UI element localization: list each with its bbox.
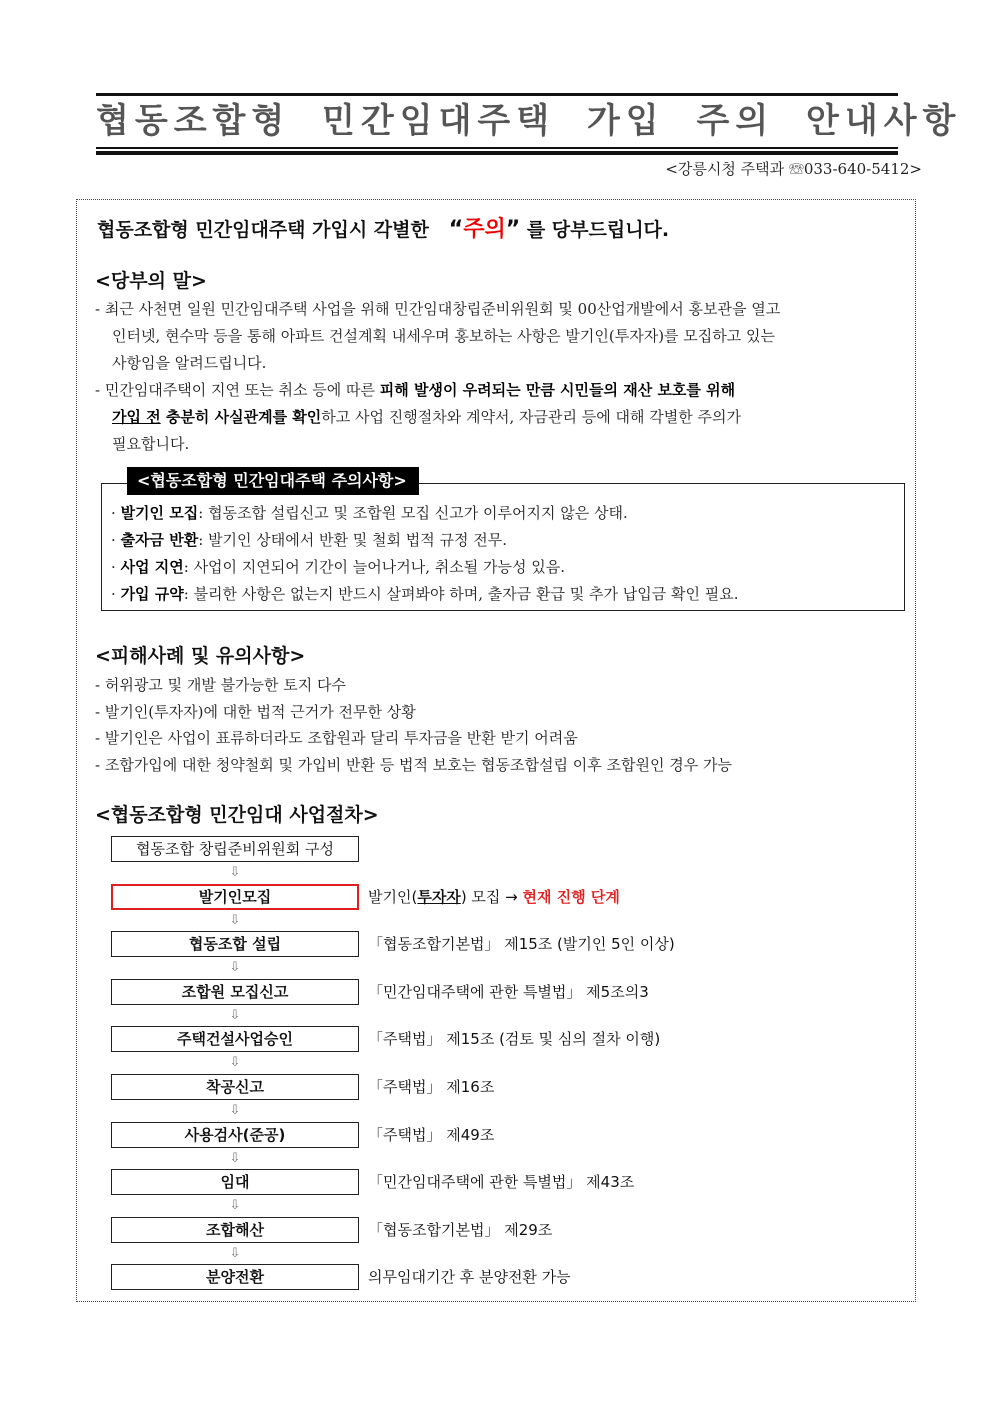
- damages-list: [95, 672, 732, 778]
- advice-item2-line1: [95, 377, 900, 404]
- advice-item1-line2: 인터넷, 현수막 등을 통해 아파트 건설계획 내세우며 홍보하는 사항은 발기인(투자자)를 모집하고 있는: [112, 327, 776, 345]
- procedure-step: [111, 1169, 635, 1195]
- advice-item2-bold2: 충분히 사실관계를 확인: [160, 408, 322, 426]
- step-note: 「협동조합기본법」 제29조: [368, 1220, 553, 1239]
- procedure-step: [111, 931, 675, 957]
- advice-item2-plain: - 민간임대주택이 지연 또는 취소 등에 따른: [95, 381, 380, 399]
- advice-item1-line1: - 최근 사천면 일원 민간임대주택 사업을 위해 민간임대창립준비위원회 및 00산업개발에서 홍보관을 열고: [95, 300, 781, 318]
- advice-paragraph: [95, 296, 900, 458]
- document-title: 협동조합형 민간임대주택 가입 주의 안내사항: [96, 101, 962, 141]
- title-bottom-rule-thin: [96, 147, 898, 149]
- caution-term: 발기인 모집: [120, 504, 199, 522]
- document-title-block: [96, 93, 962, 155]
- current-stage-label: 현재 진행 단계: [522, 887, 620, 906]
- step-box: 협동조합 창립준비위원회 구성: [111, 836, 359, 862]
- step-box: 주택건설사업승인: [111, 1026, 359, 1052]
- step-note: 「협동조합기본법」 제15조 (발기인 5인 이상): [368, 935, 675, 954]
- down-arrow-icon: ⇩: [229, 1245, 241, 1261]
- procedure-step: [111, 979, 649, 1005]
- procedure-step: [111, 1074, 495, 1100]
- procedure-step: [111, 1264, 571, 1290]
- lead-prefix: 협동조합형 민간임대주택 가입시 각별한: [97, 219, 429, 241]
- step-note: 「주택법」 제15조 (검토 및 심의 절차 이행): [368, 1030, 661, 1049]
- step-box: 임대: [111, 1169, 359, 1195]
- damages-heading: <피해사례 및 유의사항>: [95, 645, 306, 667]
- caution-desc: : 사업이 지연되어 기간이 늘어나거나, 취소될 가능성 있음.: [183, 558, 565, 576]
- contact-info: <강릉시청 주택과 ☏033-640-5412>: [665, 160, 922, 178]
- lead-highlight: 주의: [463, 217, 506, 242]
- advice-item1-line3: 사항임을 알려드립니다.: [112, 354, 267, 372]
- down-arrow-icon: ⇩: [229, 1007, 241, 1023]
- damages-item: - 발기인(투자자)에 대한 법적 근거가 전무한 상황: [95, 702, 416, 721]
- advice-item2-bold: 피해 발생이 우려되는 만큼 시민들의 재산 보호를 위해: [379, 381, 736, 399]
- step-box: 조합원 모집신고: [111, 979, 359, 1005]
- procedure-flow: [111, 836, 675, 1290]
- step-note: 「민간임대주택에 관한 특별법」 제43조: [368, 1173, 635, 1192]
- procedure-step: [111, 1026, 661, 1052]
- advice-heading: <당부의 말>: [95, 270, 207, 292]
- procedure-step: [111, 836, 359, 862]
- note-bold: 투자자: [417, 887, 461, 906]
- step-box: 조합해산: [111, 1217, 359, 1243]
- close-quote: ”: [505, 217, 521, 242]
- advice-item2-line2: [95, 404, 900, 431]
- caution-term: 가입 규약: [120, 585, 184, 603]
- down-arrow-icon: ⇩: [229, 1198, 241, 1214]
- lead-sentence: [97, 212, 669, 243]
- notice-body: [76, 199, 916, 1302]
- step-note: [368, 884, 620, 910]
- title-bottom-rule-thick: [96, 151, 898, 155]
- caution-list: [111, 500, 739, 608]
- procedure-step: [111, 1217, 553, 1243]
- caution-item: [111, 581, 739, 608]
- caution-term: 출자금 반환: [120, 531, 199, 549]
- lead-suffix: 를 당부드립니다.: [526, 219, 670, 241]
- caution-desc: : 발기인 상태에서 반환 및 철회 법적 규정 전무.: [198, 531, 508, 549]
- caution-item: [111, 527, 739, 554]
- down-arrow-icon: ⇩: [229, 1150, 241, 1166]
- step-box: 사용검사(준공): [111, 1122, 359, 1148]
- step-box: 분양전환: [111, 1264, 359, 1290]
- damages-item: - 발기인은 사업이 표류하더라도 조합원과 달리 투자금을 반환 받기 어려움: [95, 729, 578, 747]
- down-arrow-icon: ⇩: [229, 912, 241, 928]
- procedure-step: [111, 1122, 495, 1148]
- damages-item: - 조합가입에 대한 청약철회 및 가입비 반환 등 법적 보호는 협동조합설립 이후 조합원인 경우 가능: [95, 755, 732, 774]
- caution-item: [111, 554, 739, 581]
- note-prefix: 발기인(: [368, 887, 418, 906]
- step-box-current: 발기인모집: [111, 884, 359, 910]
- step-box: 협동조합 설립: [111, 931, 359, 957]
- down-arrow-icon: ⇩: [229, 960, 241, 976]
- advice-item2-plain2: 하고 사업 진행절차와 계약서, 자금관리 등에 대해 각별한 주의가: [321, 408, 741, 426]
- caution-desc: : 불리한 사항은 없는지 반드시 살펴봐야 하며, 출자금 환급 및 추가 납입금 확인 필요.: [183, 585, 739, 603]
- caution-label: <협동조합형 민간임대주택 주의사항>: [127, 467, 419, 495]
- advice-item2-line3: 필요합니다.: [112, 435, 190, 453]
- bullet-icon: ·: [111, 558, 116, 576]
- step-note: 「주택법」 제49조: [368, 1125, 495, 1144]
- bullet-icon: ·: [111, 531, 116, 549]
- procedure-step-current: [111, 884, 620, 910]
- caution-item: [111, 500, 739, 527]
- step-note: 「주택법」 제16조: [368, 1077, 495, 1096]
- caution-term: 사업 지연: [120, 558, 184, 576]
- damages-item: - 허위광고 및 개발 불가능한 토지 다수: [95, 676, 347, 694]
- bullet-icon: ·: [111, 585, 116, 603]
- open-quote: “: [448, 217, 464, 242]
- advice-item2-underlined: 가입 전: [112, 408, 161, 426]
- note-mid: ) 모집 →: [460, 887, 523, 906]
- down-arrow-icon: ⇩: [229, 865, 241, 880]
- step-box: 착공신고: [111, 1074, 359, 1100]
- bullet-icon: ·: [111, 504, 116, 522]
- caution-desc: : 협동조합 설립신고 및 조합원 모집 신고가 이루어지지 않은 상태.: [198, 504, 628, 522]
- step-note: 「민간임대주택에 관한 특별법」 제5조의3: [368, 982, 649, 1001]
- step-note: 의무임대기간 후 분양전환 가능: [368, 1268, 571, 1287]
- procedure-heading: <협동조합형 민간임대 사업절차>: [95, 804, 379, 826]
- down-arrow-icon: ⇩: [229, 1102, 241, 1118]
- down-arrow-icon: ⇩: [229, 1055, 241, 1071]
